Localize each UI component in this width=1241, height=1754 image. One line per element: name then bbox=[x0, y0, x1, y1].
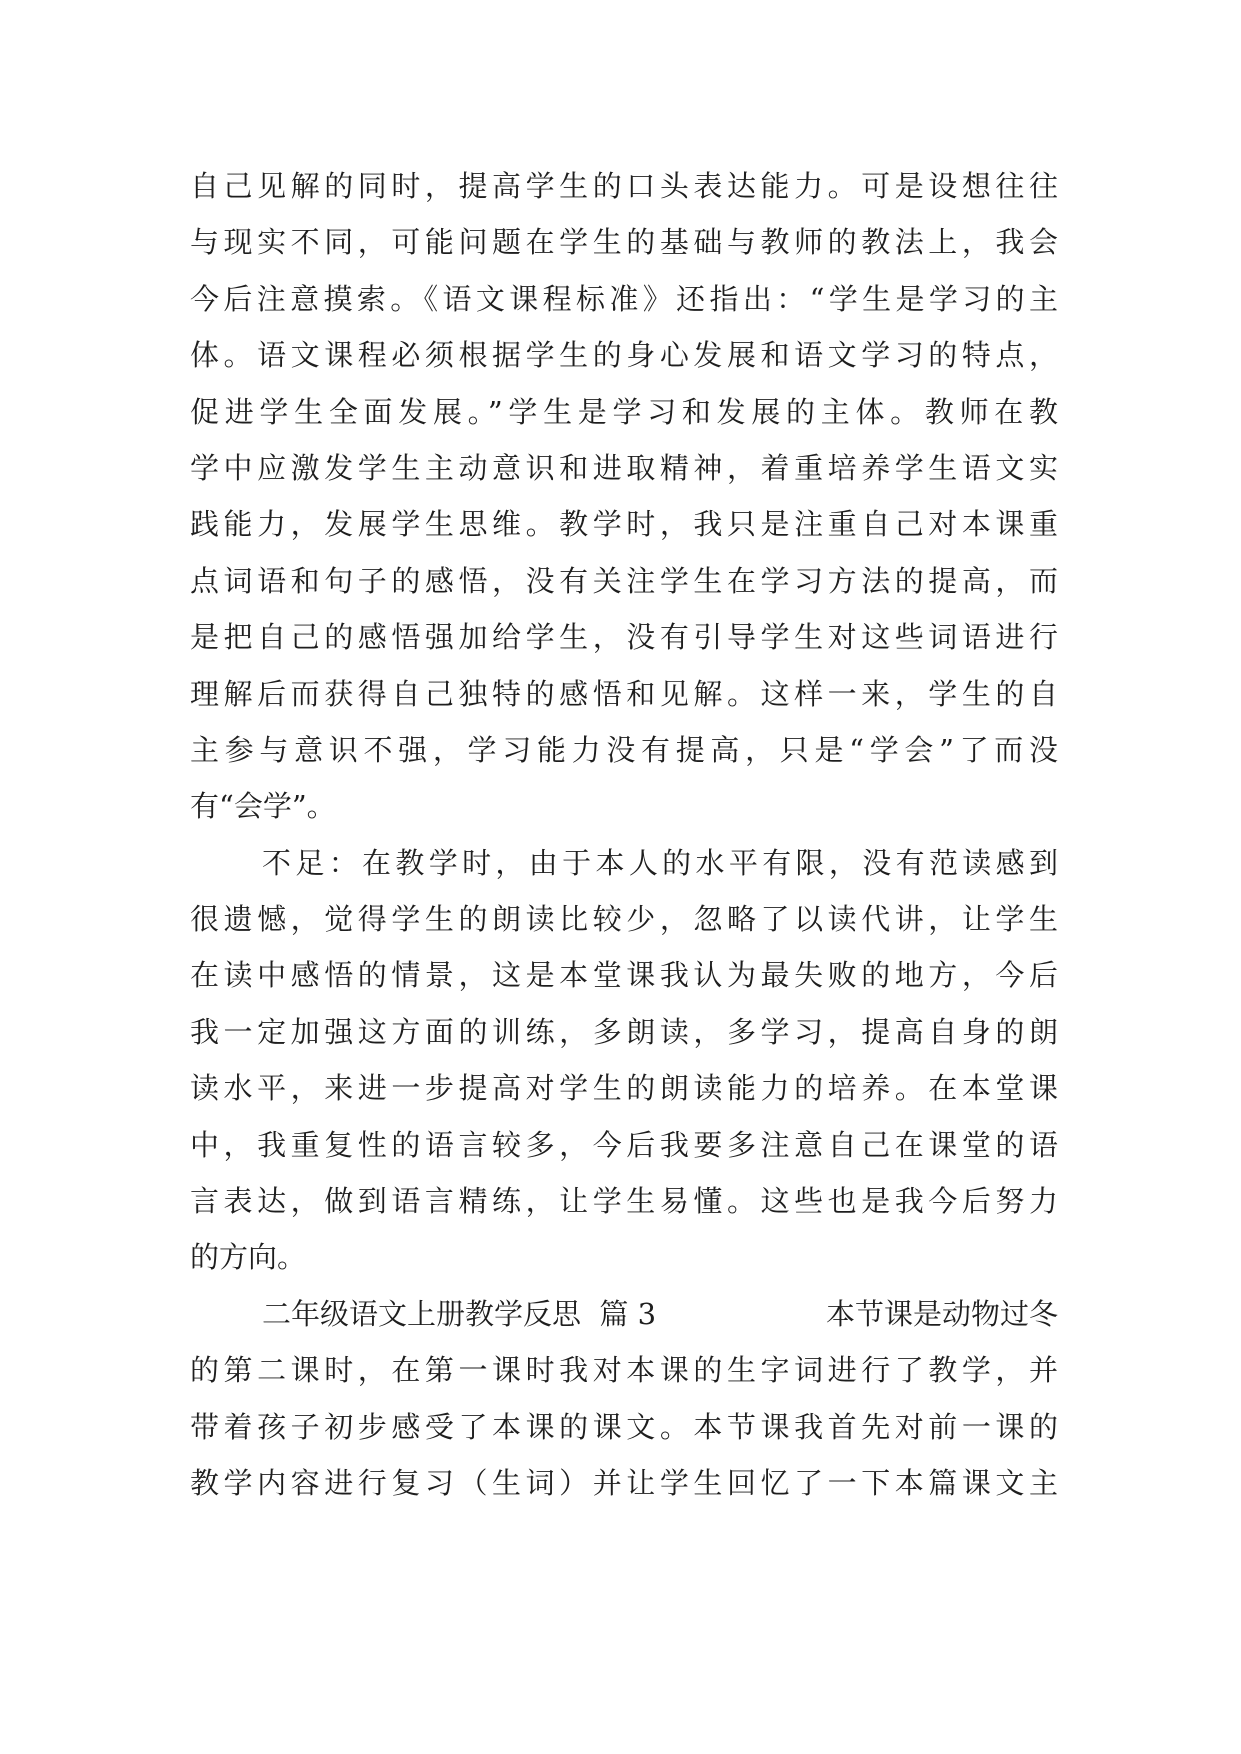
paragraph-3-line: 教学内容进行复习（生词）并让学生回忆了一下本篇课文主 bbox=[190, 1465, 1058, 1500]
paragraph-3-line: 的第二课时，在第一课时我对本课的生字词进行了教学，并 bbox=[190, 1353, 1058, 1388]
paragraph-2-line: 在读中感悟的情景，这是本堂课我认为最失败的地方，今后 bbox=[190, 958, 1058, 993]
paragraph-1-line: 学中应激发学生主动意识和进取精神，着重培养学生语文实 bbox=[190, 450, 1058, 485]
paragraph-2-line: 的方向。 bbox=[190, 1240, 307, 1275]
paragraph-1-line: 点词语和句子的感悟，没有关注学生在学习方法的提高，而 bbox=[190, 563, 1058, 598]
paragraph-3-heading-line bbox=[190, 1286, 1058, 1342]
paragraph-3-line: 带着孩子初步感受了本课的课文。本节课我首先对前一课的 bbox=[190, 1409, 1058, 1444]
paragraph-1-line: 自己见解的同时，提高学生的口头表达能力。可是设想往往 bbox=[190, 169, 1058, 203]
document-body bbox=[190, 158, 1058, 1511]
paragraph-2-line: 读水平，来进一步提高对学生的朗读能力的培养。在本堂课 bbox=[190, 1071, 1058, 1106]
paragraph-1-line: 与现实不同，可能问题在学生的基础与教师的教法上，我会 bbox=[190, 225, 1058, 260]
paragraph-2-line: 中，我重复性的语言较多，今后我要多注意自己在课堂的语 bbox=[190, 1127, 1058, 1162]
section-heading-text: 本节课是动物过冬 bbox=[825, 1296, 1058, 1331]
paragraph-1-line: 体。语文课程必须根据学生的身心发展和语文学习的特点， bbox=[190, 338, 1058, 373]
paragraph-1-line: 是把自己的感悟强加给学生，没有引导学生对这些词语进行 bbox=[190, 620, 1058, 655]
paragraph-2-line: 我一定加强这方面的训练，多朗读，多学习，提高自身的朗 bbox=[190, 1014, 1058, 1049]
paragraph-1-line: 有“会学”。 bbox=[190, 789, 336, 824]
paragraph-1-line: 理解后而获得自己独特的感悟和见解。这样一来，学生的自 bbox=[190, 676, 1058, 711]
paragraph-1-line: 今后注意摸索。《语文课程标准》还指出：“学生是学习的主 bbox=[190, 281, 1058, 316]
paragraph-2-line: 言表达，做到语言精练，让学生易懂。这些也是我今后努力 bbox=[190, 1184, 1058, 1219]
section-heading: 二年级语文上册教学反思 篇 3 bbox=[262, 1296, 657, 1331]
paragraph-2-line: 很遗憾，觉得学生的朗读比较少，忽略了以读代讲，让学生 bbox=[190, 902, 1058, 937]
paragraph-1-line: 践能力，发展学生思维。教学时，我只是注重自己对本课重 bbox=[190, 507, 1058, 542]
paragraph-1-line: 促进学生全面发展。”学生是学习和发展的主体。教师在教 bbox=[190, 394, 1058, 429]
paragraph-2-line: 不足：在教学时，由于本人的水平有限，没有范读感到 bbox=[262, 845, 1058, 880]
paragraph-1-line: 主参与意识不强，学习能力没有提高，只是“学会”了而没 bbox=[190, 732, 1058, 767]
